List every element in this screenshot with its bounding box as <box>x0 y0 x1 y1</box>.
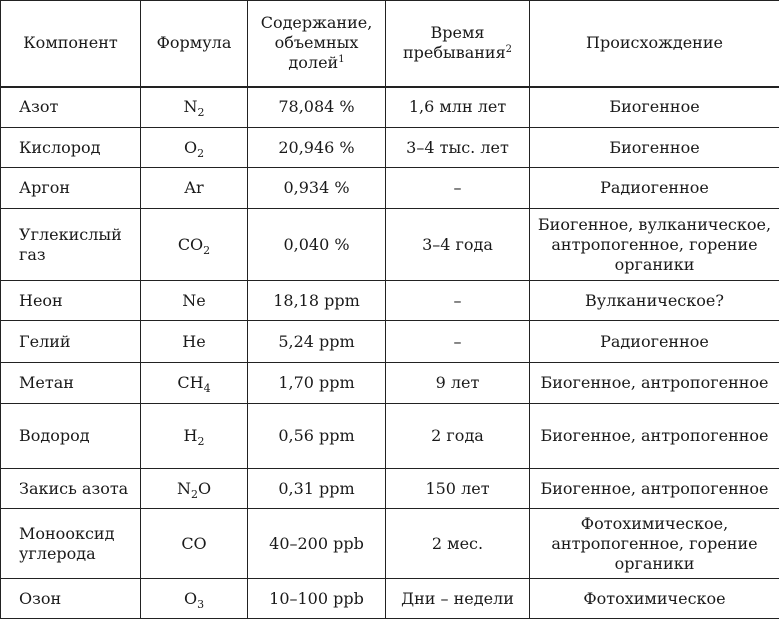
formula-cell <box>141 321 248 363</box>
formula-cell <box>141 87 248 128</box>
formula-base: N <box>183 97 198 117</box>
origin-value: Фотохимическое <box>530 579 779 619</box>
residence-time: 2 мес. <box>386 509 530 579</box>
header-time-label: Время пребывания <box>402 23 506 63</box>
residence-time: 1,6 млн лет <box>386 87 530 128</box>
origin-value: Биогенное <box>530 87 779 128</box>
residence-time: 3–4 тыс. лет <box>386 128 530 168</box>
formula-base: CO <box>181 533 207 553</box>
content-value: 0,56 ppm <box>248 404 386 469</box>
residence-time: 2 года <box>386 404 530 469</box>
formula-subscript: 2 <box>203 243 211 257</box>
content-value: 0,31 ppm <box>248 469 386 509</box>
component-name: Закись азота <box>1 469 141 509</box>
content-value: 5,24 ppm <box>248 321 386 363</box>
origin-value: Радиогенное <box>530 168 779 209</box>
table-row <box>1 209 779 281</box>
formula-base: N <box>176 478 191 498</box>
formula-cell <box>141 509 248 579</box>
formula-base: O <box>183 137 198 157</box>
table-row <box>1 509 779 579</box>
content-value: 10–100 ppb <box>248 579 386 619</box>
origin-value: Биогенное, антропогенное <box>530 404 779 469</box>
component-name: Озон <box>1 579 141 619</box>
formula-base: CO <box>177 234 204 254</box>
header-residence-time <box>386 1 530 87</box>
origin-value: Биогенное, антропогенное <box>530 469 779 509</box>
content-value: 0,040 % <box>248 209 386 281</box>
header-origin: Происхождение <box>530 1 779 87</box>
formula-subscript: 2 <box>190 487 198 501</box>
formula-subscript: 2 <box>197 106 205 120</box>
table-row <box>1 168 779 209</box>
residence-time: 9 лет <box>386 363 530 404</box>
content-value: 20,946 % <box>248 128 386 168</box>
origin-value: Вулканическое? <box>530 281 779 321</box>
table-row <box>1 281 779 321</box>
residence-time: – <box>386 321 530 363</box>
formula-base: CH <box>177 373 204 392</box>
residence-time: – <box>386 281 530 321</box>
header-formula: Формула <box>141 1 248 87</box>
formula-subscript: 3 <box>197 597 205 611</box>
formula-subscript: 2 <box>197 146 205 160</box>
origin-value: Биогенное <box>530 128 779 168</box>
component-name: Гелий <box>1 321 141 363</box>
content-value: 40–200 ppb <box>248 509 386 579</box>
origin-value: Биогенное, антропогенное <box>530 363 779 404</box>
component-name: Монооксид углерода <box>1 509 141 579</box>
header-time-footnote: 2 <box>505 44 513 56</box>
table-row <box>1 404 779 469</box>
formula-subscript: 4 <box>203 382 211 395</box>
formula-tail: O <box>197 478 212 498</box>
table-row <box>1 128 779 168</box>
residence-time: 3–4 года <box>386 209 530 281</box>
origin-value: Фотохимическое, антропогенное, горение органики <box>530 509 779 579</box>
formula-cell <box>141 469 248 509</box>
formula-cell <box>141 128 248 168</box>
table-row <box>1 321 779 363</box>
header-content-label: Содержание, объемных долей <box>260 13 373 73</box>
header-content-footnote: 1 <box>338 54 345 66</box>
component-name: Неон <box>1 281 141 321</box>
formula-cell <box>141 209 248 281</box>
header-row <box>1 1 779 87</box>
formula-base: Ar <box>184 178 204 197</box>
content-value: 1,70 ppm <box>248 363 386 404</box>
component-name: Метан <box>1 363 141 404</box>
formula-cell <box>141 404 248 469</box>
content-value: 0,934 % <box>248 168 386 209</box>
header-content <box>248 1 386 87</box>
table-row <box>1 469 779 509</box>
table-row <box>1 579 779 619</box>
formula-base: He <box>182 331 206 351</box>
formula-base: H <box>183 426 198 445</box>
component-name: Кислород <box>1 128 141 168</box>
formula-base: O <box>183 588 198 608</box>
origin-value: Радиогенное <box>530 321 779 363</box>
formula-cell <box>141 363 248 404</box>
table-row <box>1 87 779 128</box>
component-name: Углекислый газ <box>1 209 141 281</box>
component-name: Водород <box>1 404 141 469</box>
content-value: 78,084 % <box>248 87 386 128</box>
formula-subscript: 2 <box>197 435 205 448</box>
residence-time: – <box>386 168 530 209</box>
component-name: Аргон <box>1 168 141 209</box>
formula-cell <box>141 281 248 321</box>
component-name: Азот <box>1 87 141 128</box>
formula-base: Ne <box>182 290 206 310</box>
header-component: Компонент <box>1 1 141 87</box>
table-row <box>1 363 779 404</box>
residence-time: Дни – недели <box>386 579 530 619</box>
formula-cell <box>141 579 248 619</box>
residence-time: 150 лет <box>386 469 530 509</box>
origin-value: Биогенное, вулканическое, антропогенное, горение органики <box>530 209 779 281</box>
content-value: 18,18 ppm <box>248 281 386 321</box>
formula-cell <box>141 168 248 209</box>
